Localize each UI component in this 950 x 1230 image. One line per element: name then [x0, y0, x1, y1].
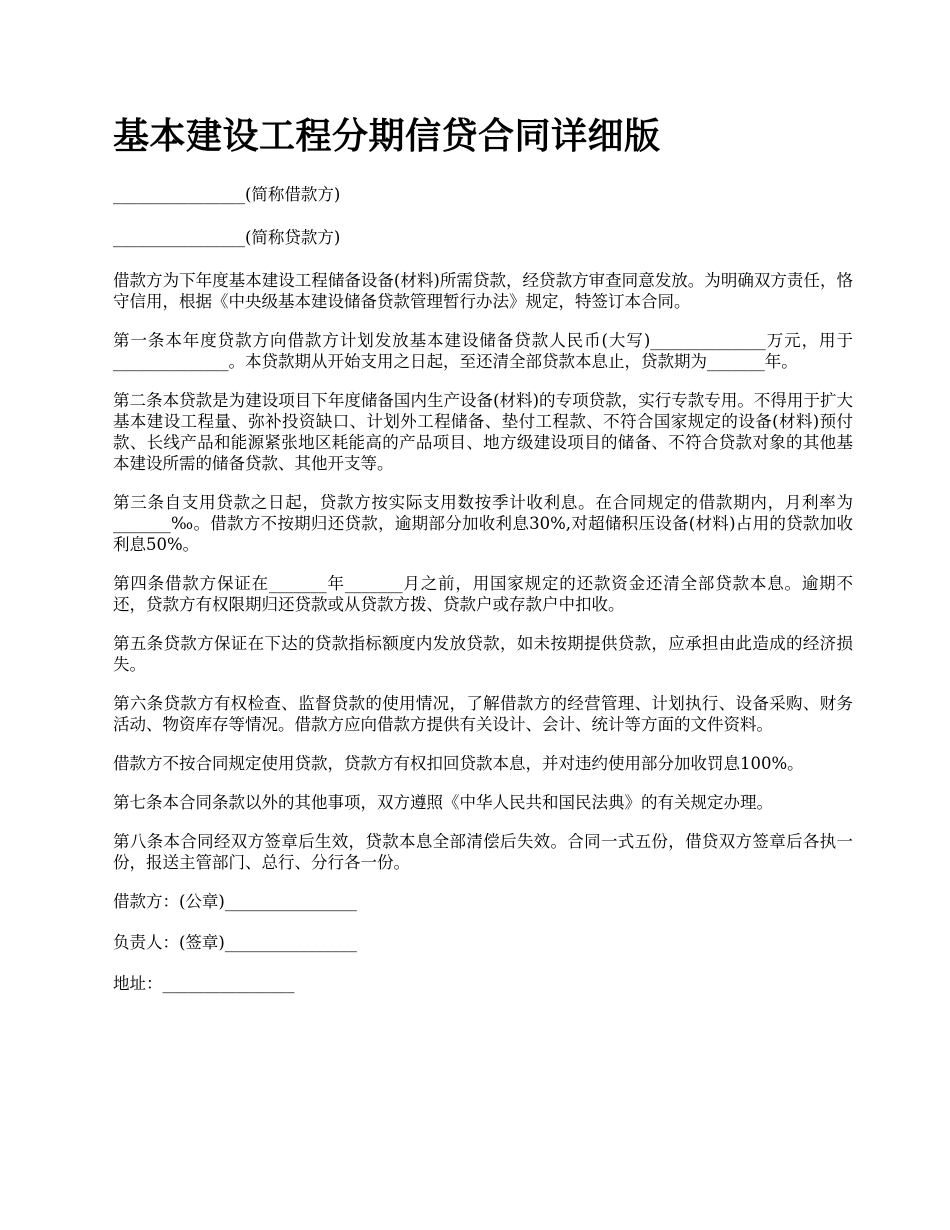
article-7: 第七条本合同条款以外的其他事项，双方遵照《中华人民共和国民法典》的有关规定办理。 — [113, 793, 773, 812]
article-1: 第一条本年度贷款方向借款方计划发放基本建设储备贷款人民币(大写)______________万元，用于______________。本贷款期从开始支用之日起，至还清全部贷款本息止，贷款期为_______年。 — [113, 331, 853, 371]
article-4: 第四条借款方保证在_______年_______月之前，用国家规定的还款资金还清全部贷款本息。逾期不还，贷款方有权限期归还贷款或从贷款方拨、贷款户或存款户中扣收。 — [113, 574, 853, 614]
document-title: 基本建设工程分期信贷合同详细版 — [113, 116, 661, 157]
lender-party-line: ________________(简称贷款方) — [113, 228, 341, 247]
article-8: 第八条本合同经双方签章后生效，贷款本息全部清偿后失效。合同一式五份，借贷双方签章后各执一份，报送主管部门、总行、分行各一份。 — [113, 832, 853, 872]
address-line: 地址：________________ — [113, 974, 295, 993]
article-2: 第二条本贷款是为建设项目下年度储备国内生产设备(材料)的专项贷款，实行专款专用。不得用于扩大基本建设工程量、弥补投资缺口、计划外工程储备、垫付工程款、不符合国家规定的设备(材料)预付款、长线产品和能源紧张地区耗能高的产品项目、地方级建设项目的储备、不符合贷款对象的其他基本建设所需的储备贷款、其他开支等。 — [113, 391, 853, 473]
borrower-party-line: ________________(简称借款方) — [113, 185, 341, 204]
article-5: 第五条贷款方保证在下达的贷款指标额度内发放贷款，如未按期提供贷款，应承担由此造成的经济损失。 — [113, 634, 853, 674]
article-3: 第三条自支用贷款之日起，贷款方按实际支用数按季计收利息。在合同规定的借款期内，月利率为_______‰。借款方不按期归还贷款，逾期部分加收利息30%,对超储积压设备(材料)占用的贷款加收利息50%。 — [113, 493, 853, 554]
responsible-person-line: 负责人：(签章)________________ — [113, 933, 357, 952]
document-page — [113, 112, 853, 1014]
borrower-seal-line: 借款方：(公章)________________ — [113, 892, 357, 911]
preamble-paragraph: 借款方为下年度基本建设工程储备设备(材料)所需贷款，经贷款方审查同意发放。为明确双方责任，恪守信用，根据《中央级基本建设储备贷款管理暂行办法》规定，特签订本合同。 — [113, 271, 853, 311]
article-6: 第六条贷款方有权检查、监督贷款的使用情况，了解借款方的经营管理、计划执行、设备采购、财务活动、物资库存等情况。借款方应向借款方提供有关设计、会计、统计等方面的文件资料。 — [113, 694, 853, 734]
article-6-supplement: 借款方不按合同规定使用贷款，贷款方有权扣回贷款本息，并对违约使用部分加收罚息100%。 — [113, 754, 804, 773]
